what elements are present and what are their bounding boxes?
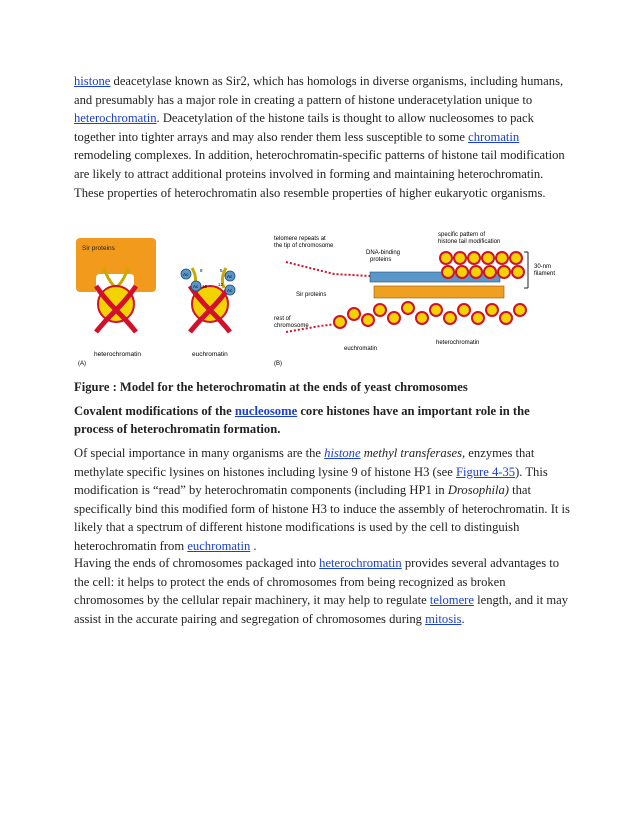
text-run: Drosophila) xyxy=(447,483,509,498)
link-heterochromatin-2[interactable]: heterochromatin xyxy=(319,556,402,570)
nucleosome-hetero xyxy=(98,286,134,322)
text-run: ). This modification is “read” by heterochromatin components (including HP1 in xyxy=(74,464,548,498)
label-hetero-a: heterochromatin xyxy=(94,351,141,358)
text-run: remodeling complexes. In addition, heterochromatin-specific patterns of histone tail modification are likely to attract additional proteins involved in forming and maintaining heterochromatin. These properties of heterochromatin also resemble properties of higher eukaryotic organisms. xyxy=(74,148,565,200)
acetyl-icon: Ac xyxy=(183,272,189,277)
text-run: that specifically bind this modified form of histone H3 to induce the assembly of heterochromatin. It is likely that a spectrum of different histone modifications is used by the cell to distinguish heterochromatin from xyxy=(74,483,570,553)
paragraph-intro xyxy=(74,72,570,202)
label-pattern-1: specific pattern of xyxy=(438,232,486,238)
panel-a xyxy=(76,238,235,367)
text-run: core histones have an important role in the process of heterochromatin formation. xyxy=(74,404,530,436)
text-run: Of special importance in many organisms are the xyxy=(74,446,325,460)
text-run: Covalent modifications of the xyxy=(74,404,235,418)
text-run: deacetylase known as Sir2, which has homologs in diverse organisms, including humans, and presumably has a major role in creating a pattern of histone underacetylation unique to xyxy=(74,74,564,107)
link-histone-2[interactable]: histone xyxy=(324,446,361,460)
label-telomere-2: the tip of chromosome xyxy=(274,243,334,249)
label-rest-1: rest of xyxy=(274,316,291,322)
lysine-number: 16 xyxy=(202,284,208,289)
figure-caption-title: Figure : Model for the heterochromatin at the ends of yeast chromosomes xyxy=(74,380,468,394)
lysine-number: 12 xyxy=(218,282,224,287)
text-run: methyl transferases, xyxy=(360,446,466,460)
text-run: enzymes that methylate specific lysines on histones including lysine 9 of histone H3 (see xyxy=(74,446,535,479)
link-heterochromatin[interactable]: heterochromatin xyxy=(74,111,157,126)
telomere-repeats xyxy=(286,262,370,276)
label-eu-b: euchromatin xyxy=(344,346,378,352)
panel-b xyxy=(274,232,555,367)
sir-protein-row xyxy=(370,272,504,298)
link-euchromatin[interactable]: euchromatin xyxy=(187,538,251,553)
paragraph-advantages xyxy=(74,554,570,628)
lysine-number: 5 xyxy=(220,268,223,273)
link-nucleosome[interactable]: nucleosome xyxy=(234,404,298,418)
acetyl-icon: Ac xyxy=(193,284,199,289)
link-chromatin[interactable]: chromatin xyxy=(468,129,520,144)
text-run: . xyxy=(250,538,257,553)
heterochromatin-figure xyxy=(74,228,560,368)
label-hetero-b: heterochromatin xyxy=(436,340,480,346)
text-run: . Deacetylation of the histone tails is thought to allow nucleosomes to pack together into tighter arrays and may also render them less susceptible to some xyxy=(74,111,534,144)
link-telomere[interactable]: telomere xyxy=(429,593,474,608)
label-filament-2: filament xyxy=(534,271,556,277)
acetyl-icon: Ac xyxy=(227,288,233,293)
lysine-number: 8 xyxy=(200,268,203,273)
label-sir-proteins-a: Sir proteins xyxy=(82,245,115,252)
link-histone[interactable]: histone xyxy=(74,74,111,88)
link-mitosis[interactable]: mitosis xyxy=(425,611,462,626)
label-eu-a: euchromatin xyxy=(192,351,228,358)
label-panel-a: (A) xyxy=(78,361,86,367)
label-dna-1: DNA-binding xyxy=(366,250,401,256)
link-figure-4-35[interactable]: Figure 4-35 xyxy=(455,464,516,479)
text-run: Having the ends of chromosomes packaged into xyxy=(74,556,320,570)
label-filament-1: 30-nm xyxy=(534,264,552,270)
label-sir-proteins-b: Sir proteins xyxy=(296,292,327,298)
figure-caption-subtitle xyxy=(74,402,554,438)
text-run: length, and it may assist in the accurate pairing and segregation of chromosomes during xyxy=(74,593,569,626)
label-telomere-1: telomere repeats at xyxy=(274,236,326,242)
text-run: provides several advantages to the cell: it helps to protect the ends of chromosomes from being recognized as broken chromosomes by the cellular repair machinery, it may help to regulate xyxy=(74,556,560,608)
acetyl-icon: Ac xyxy=(227,274,233,279)
label-rest-2: chromosome xyxy=(274,323,309,329)
label-pattern-2: histone tail modification xyxy=(438,239,501,245)
label-panel-b: (B) xyxy=(274,361,282,367)
nucleosome-eu xyxy=(192,286,228,322)
paragraph-methyl-transferases xyxy=(74,444,570,556)
label-dna-2: proteins xyxy=(370,257,392,263)
text-run: . xyxy=(461,611,465,626)
